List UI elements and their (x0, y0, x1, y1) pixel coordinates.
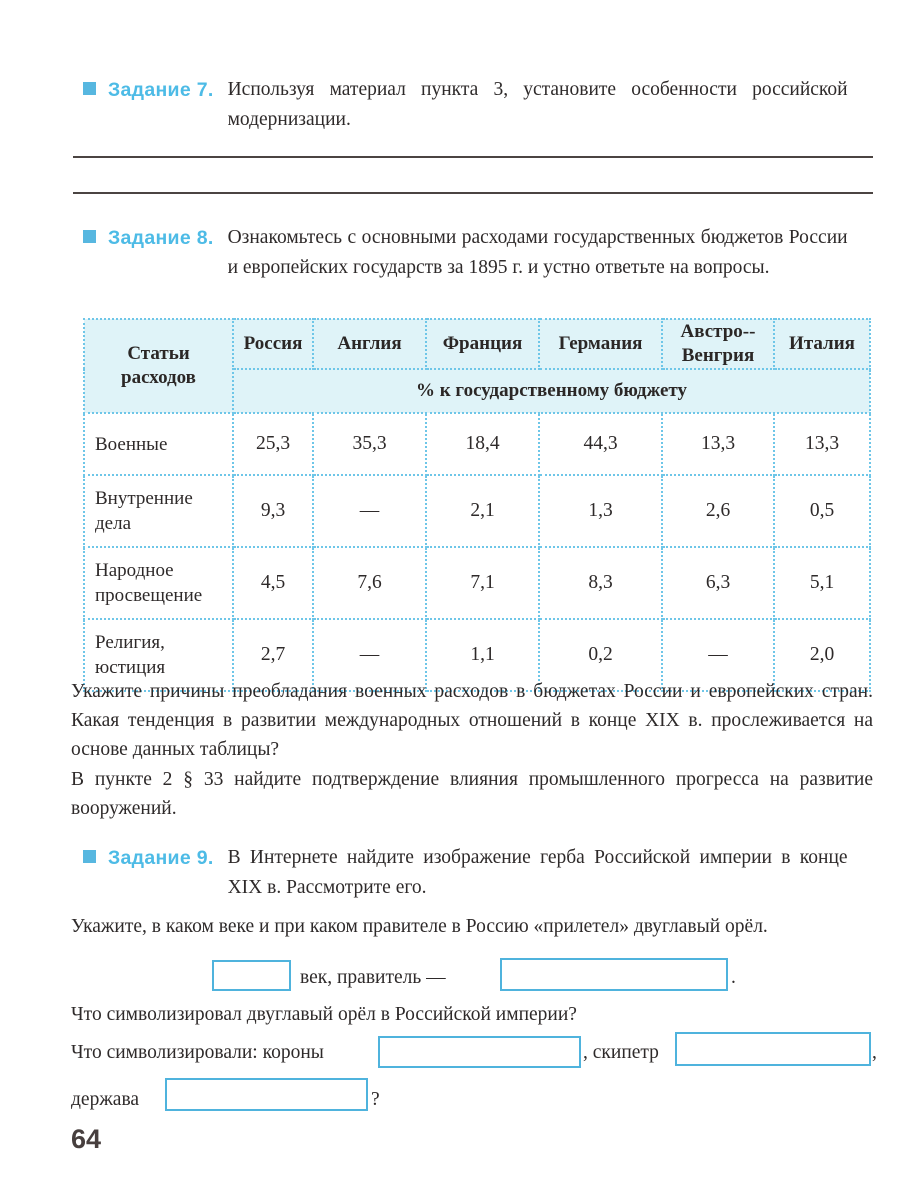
sceptre-prefix-label: , скипетр (583, 1042, 659, 1063)
century-input[interactable] (212, 960, 291, 991)
task-block-7 (83, 75, 873, 135)
cell-religion-russia: 2,7 (233, 619, 313, 691)
cell-military-russia: 25,3 (233, 413, 313, 475)
cell-military-germany: 44,3 (539, 413, 662, 475)
cell-military-italy: 13,3 (774, 413, 870, 475)
table-reference-paragraph: В пункте 2 § 33 найдите подтверждение влияния промышленного прогресса на развитие вооружений. (71, 769, 873, 819)
table-header (84, 319, 870, 413)
orb-prefix-label: держава (71, 1089, 140, 1110)
cell-internal-austria-hungary: 2,6 (662, 475, 774, 547)
cell-military-austria-hungary: 13,3 (662, 413, 774, 475)
table-row (84, 547, 870, 619)
cell-internal-italy: 0,5 (774, 475, 870, 547)
cell-education-france: 7,1 (426, 547, 539, 619)
table-col-header-germany: Германия (539, 319, 662, 369)
cell-education-austria-hungary: 6,3 (662, 547, 774, 619)
sceptre-suffix-label: , (872, 1042, 877, 1063)
table-row (84, 475, 870, 547)
table-row (84, 413, 870, 475)
table-col-header-england: Англия (313, 319, 426, 369)
task-block-9 (83, 843, 873, 903)
ruler-suffix-label: . (731, 967, 736, 988)
task-7-text: Используя материал пункта 3, установите особенности российской модернизации. (227, 79, 848, 130)
row-label-religion-justice: Религия, юстиция (84, 619, 233, 691)
cell-education-russia: 4,5 (233, 547, 313, 619)
task7-answer-line-1[interactable] (73, 156, 873, 158)
table-col-header-russia: Россия (233, 319, 313, 369)
cell-internal-france: 2,1 (426, 475, 539, 547)
cell-religion-germany: 0,2 (539, 619, 662, 691)
cell-religion-france: 1,1 (426, 619, 539, 691)
row-label-education: Народное просвещение (84, 547, 233, 619)
orb-suffix-label: ? (371, 1089, 380, 1110)
cell-religion-england: — (313, 619, 426, 691)
page-number: 64 (71, 1124, 102, 1154)
task-8-text: Ознакомьтесь с основными расходами государственных бюджетов России и европейских государств за 1895 г. и устно ответьте на вопросы. (227, 227, 848, 278)
task-bullet-icon (83, 82, 96, 95)
symbols-prefix-label: Что символизировали: короны (71, 1042, 324, 1063)
orb-input[interactable] (165, 1078, 368, 1111)
cell-internal-england: — (313, 475, 426, 547)
crowns-input[interactable] (378, 1036, 581, 1068)
row-label-internal-affairs: Внутренние дела (84, 475, 233, 547)
task-block-8 (83, 223, 873, 283)
table-header-row (84, 319, 870, 369)
table-question-paragraph: Укажите причины преобладания военных расходов в бюджетах России и европейских стран. Какая тенденция в развитии международных отношений в конце XIX в. прослеживается на основе данных таблицы? (71, 681, 873, 760)
cell-education-england: 7,6 (313, 547, 426, 619)
task-7-label: Задание 7. (108, 79, 214, 101)
cell-education-germany: 8,3 (539, 547, 662, 619)
cell-education-italy: 5,1 (774, 547, 870, 619)
sceptre-input[interactable] (675, 1032, 871, 1066)
table-body (84, 413, 870, 691)
cell-military-england: 35,3 (313, 413, 426, 475)
ruler-input[interactable] (500, 958, 728, 991)
task7-answer-line-2[interactable] (73, 192, 873, 194)
century-suffix-label: век, правитель — (300, 967, 446, 988)
cell-religion-austria-hungary: — (662, 619, 774, 691)
task-9-text: В Интернете найдите изображение герба Российской империи в конце XIX в. Рассмотрите его. (227, 847, 848, 898)
table-col-header-italy: Италия (774, 319, 870, 369)
task9-intro-paragraph: Укажите, в каком веке и при каком правителе в Россию «прилетел» двуглавый орёл. (71, 916, 768, 937)
task-8-label: Задание 8. (108, 227, 214, 249)
table-unit-header: % к государственному бюджету (233, 369, 870, 413)
cell-religion-italy: 2,0 (774, 619, 870, 691)
budget-table (83, 318, 871, 692)
table-col-header-austria-hungary: Австро-Венгрия (662, 319, 774, 369)
cell-internal-russia: 9,3 (233, 475, 313, 547)
table-stub-header: Статьи расходов (84, 319, 233, 413)
row-label-military: Военные (84, 413, 233, 475)
task-bullet-icon (83, 850, 96, 863)
cell-military-france: 18,4 (426, 413, 539, 475)
task-9-label: Задание 9. (108, 847, 214, 869)
table-col-header-france: Франция (426, 319, 539, 369)
task9-question-1: Что символизировал двуглавый орёл в Российской империи? (71, 1004, 577, 1025)
cell-internal-germany: 1,3 (539, 475, 662, 547)
task-bullet-icon (83, 230, 96, 243)
